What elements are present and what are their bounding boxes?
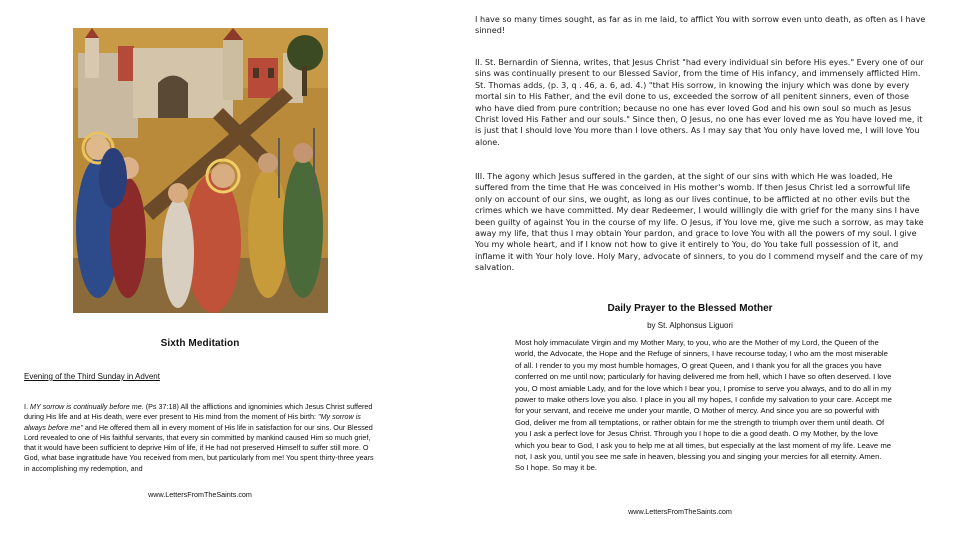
meditation-body — [24, 402, 376, 474]
meditation-body-prefix: I. — [24, 402, 30, 411]
right-page-footer: www.LettersFromTheSaints.com — [628, 507, 732, 516]
paragraph-3: III. The agony which Jesus suffered in the garden, at the sight of our sins with which He was loaded, He suffered from the time that He was conceived in His mother's womb. If then Jesus Christ led a sorrowful life only on account of our sins, we ought, as long as our lives continue, to be afflicted at no other evils but the crimes which we have committed. My dear Redeemer, I would willingly die with grief for the many sins I have been guilty of against You in the course of my life. O Jesus, if You love me, give me such a sorrow, as may take away my life, that thus I may obtain Your pardon, and grace to love You with all the powers of my soul. I give You my whole heart, and if I know not how to give it entirely to You, do You take full possession of it, and inflame it with Your holy love. Holy Mary, advocate of sinners, to you do I commend myself and the care of my salvation. — [475, 171, 924, 273]
left-page-footer: www.LettersFromTheSaints.com — [148, 490, 252, 499]
left-page — [0, 0, 400, 540]
meditation-body-italic-2: "My sorrow is always before me" — [24, 412, 361, 432]
prayer-body: Most holy immaculate Virgin and my Mother Mary, to you, who are the Mother of my Lord, the Queen of the world, the Advocate, the Hope and the Refuge of sinners, I have recourse today, I who am the most miserable of all. I render to you my most humble homages, O great Queen, and I thank you for all the graces you have conferred on me until now; particularly for having delivered me from hell, which I have so often deserved. I love you, O most amiable Lady, and for the love which I bear you, I promise to serve you always, and to do all in my power to make others love you also. I place in you all my hopes, I confide my salvation to your care. Accept me for your servant, and receive me under your mantle, O Mother of mercy. And since you are so powerful with God, deliver me from all temptations, or rather obtain for me the strength to triumph over them until death. Of you I ask a perfect love for Jesus Christ. Through you I hope to die a good death. O my Mother, by the love which you bear to God, I ask you to help me at all times, but especially at the last moment of my life. Leave me not, I ask you, until you see me safe in heaven, blessing you and singing your mercies for all eternity. Amen. So I hope. So may it be. — [515, 338, 892, 473]
meditation-title: Sixth Meditation — [160, 338, 240, 349]
meditation-subtitle: Evening of the Third Sunday in Advent — [24, 372, 160, 381]
meditation-body-italic-1: MY sorrow is continually before me. — [30, 402, 144, 411]
right-page — [445, 0, 935, 540]
christ-carrying-cross-painting — [73, 28, 328, 313]
paragraph-2: II. St. Bernardin of Sienna, writes, that Jesus Christ "had every individual sin before His eyes." Every one of our sins was continually present to our Blessed Savior, from the time of His infancy, and immensely afflicted Him. St. Thomas adds, (p. 3, q . 46, a. 6, ad. 4.) "that His sorrow, in knowing the injury which was done by every mortal sin to His Father, and the evil done to us, exceeded the sorrow of all penitent sinners, even of those who have died from pure contrition; because no one has ever loved God and his own soul so much as Jesus Christ loved His Father and our souls." Since then, O Jesus, no one has ever loved me as You have loved me, it is just that I should love You more than I love others. As I may say that You only have loved me, I will love You alone. — [475, 57, 924, 147]
paragraph-1: I have so many times sought, as far as in me laid, to afflict You with sorrow even unto death, as often as I have sinned! — [475, 14, 926, 36]
prayer-author: by St. Alphonsus Liguori — [647, 321, 733, 330]
prayer-title: Daily Prayer to the Blessed Mother — [607, 303, 773, 314]
painting-illustration — [73, 28, 328, 313]
meditation-body-text-1: (Ps 37:18) All the afflictions and ignominies which Jesus Christ suffered during His life and at His death, were ever present to His mind from the moment of His birth: — [24, 402, 373, 422]
meditation-body-text-2: and He offered them all in every moment of His life in satisfaction for our sins. Our Blessed Lord revealed to one of His faithful servants, that every sin committed by mankind caused Him so much grief, that it would have been sufficient to deprive Him of life, if He had not preserved Himself to suffer still more. O God, what base ingratitude have You received from men, but particularly from me! You spent thirty-three years in accomplishing my redemption, and — [24, 422, 374, 473]
